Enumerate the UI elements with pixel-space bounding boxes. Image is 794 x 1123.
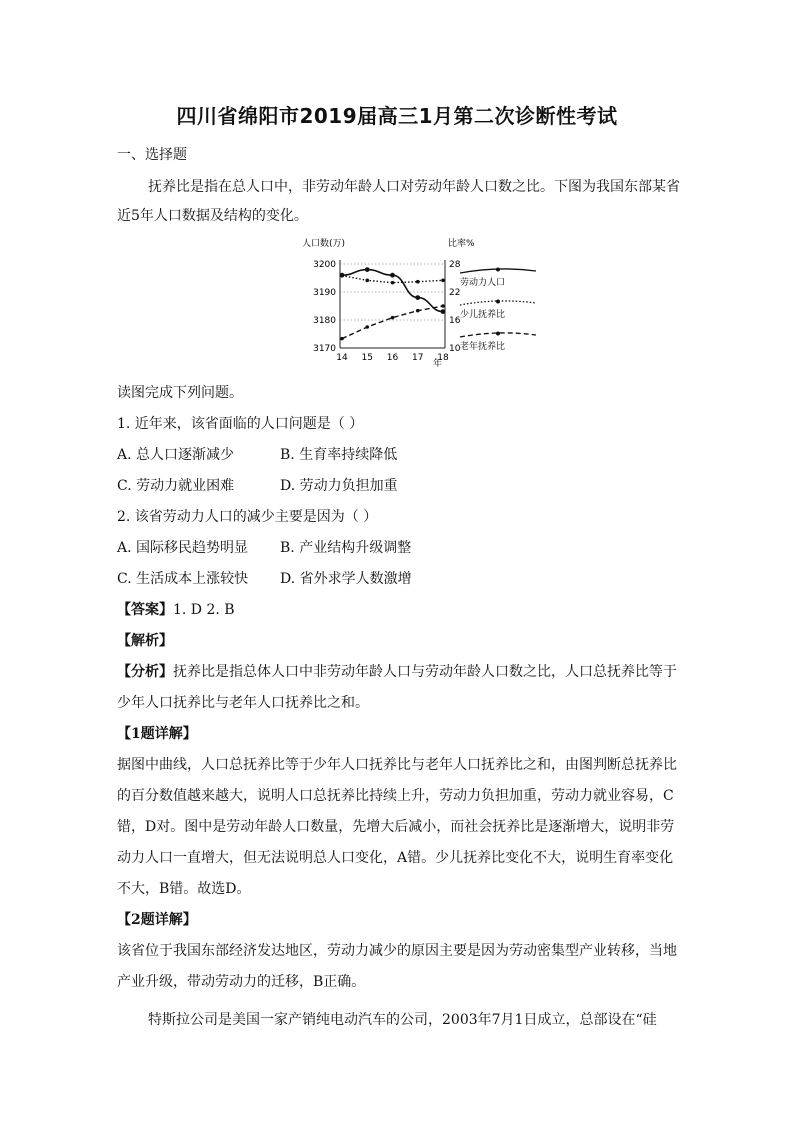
chart-x-tick-label: 17 bbox=[412, 353, 424, 363]
chart-ylabel-left: 人口数(万) bbox=[302, 239, 346, 249]
chart-left-tick-label: 3200 bbox=[313, 260, 336, 270]
q1-option-d: D. 劳动力负担加重 bbox=[280, 478, 398, 494]
chart-left-tick-label: 3180 bbox=[313, 316, 336, 326]
detail-1-line-5: 不大，B错。故选D。 bbox=[117, 881, 251, 897]
chart-legend-label: 少儿抚养比 bbox=[460, 310, 506, 320]
detail-1-line-3: 错，D对。图中是劳动年龄人口数量，先增大后减小，而社会抚养比是逐渐增大，说明非劳 bbox=[117, 819, 675, 835]
q2-option-d: D. 省外求学人数激增 bbox=[280, 571, 412, 587]
chart-series-line bbox=[342, 306, 443, 339]
chart-point bbox=[415, 295, 420, 300]
chart-x-tick-label: 16 bbox=[386, 353, 399, 363]
detail-2-line-1: 该省位于我国东部经济发达地区，劳动力减少的原因主要是因为劳动密集型产业转移，当地 bbox=[117, 943, 677, 959]
q1-option-b: B. 生育率持续降低 bbox=[280, 447, 398, 463]
chart-legend-marker bbox=[496, 268, 500, 272]
chart-point bbox=[365, 279, 369, 283]
q2-option-a: A. 国际移民趋势明显 bbox=[117, 540, 249, 556]
q1-option-a: A. 总人口逐渐减少 bbox=[117, 447, 235, 463]
chart-legend-marker bbox=[496, 300, 500, 304]
chart-right-tick-label: 16 bbox=[449, 316, 461, 326]
chart-point bbox=[391, 281, 395, 285]
chart-point bbox=[365, 325, 369, 329]
q2-option-c: C. 生活成本上涨较快 bbox=[117, 571, 249, 587]
intro-line-1: 抚养比是指在总人口中，非劳动年龄人口对劳动年龄人口数之比。下图为我国东部某省 bbox=[148, 179, 680, 195]
intro-line-2: 近5年人口数据及结构的变化。 bbox=[117, 208, 308, 224]
fenxi-tag: 【分析】 bbox=[117, 664, 173, 680]
chart-svg bbox=[300, 232, 540, 374]
fenxi-text-1: 抚养比是指总体人口中非劳动年龄人口与劳动年龄人口数之比，人口总抚养比等于 bbox=[173, 664, 677, 680]
chart-point bbox=[441, 309, 446, 314]
fenxi-line-1 bbox=[117, 662, 677, 682]
chart-x-tick-label: 14 bbox=[336, 353, 348, 363]
detail-1-tag: 【1题详解】 bbox=[117, 726, 197, 742]
q2-option-b: B. 产业结构升级调整 bbox=[280, 540, 412, 556]
chart-right-tick-label: 10 bbox=[449, 344, 461, 354]
chart-left-tick-label: 3190 bbox=[313, 288, 336, 298]
answer-text: 1. D 2. B bbox=[173, 602, 235, 618]
next-paragraph: 特斯拉公司是美国一家产销纯电动汽车的公司，2003年7月1日成立，总部设在“硅 bbox=[148, 1012, 657, 1028]
chart-right-tick-label: 28 bbox=[449, 260, 461, 270]
detail-1-line-2: 的百分数值越来越大，说明人口总抚养比持续上升，劳动力负担加重，劳动力就业容易，C bbox=[117, 788, 674, 804]
question-1: 1. 近年来，该省面临的人口问题是（ ） bbox=[117, 416, 364, 432]
detail-1-line-4: 动力人口一直增大，但无法说明总人口变化，A错。少儿抚养比变化不大，说明生育率变化 bbox=[117, 850, 674, 866]
detail-2-line-2: 产业升级，带动劳动力的迁移，B正确。 bbox=[117, 974, 366, 990]
detail-1-line-1: 据图中曲线，人口总抚养比等于少年人口抚养比与老年人口抚养比之和，由图判断总抚养比 bbox=[117, 757, 677, 773]
detail-2-tag: 【2题详解】 bbox=[117, 912, 197, 928]
population-chart bbox=[300, 232, 540, 374]
q1-option-c: C. 劳动力就业困难 bbox=[117, 478, 235, 494]
chart-legend-marker bbox=[496, 332, 500, 336]
chart-point bbox=[416, 280, 420, 284]
fenxi-line-2: 少年人口抚养比与老年人口抚养比之和。 bbox=[117, 695, 369, 711]
chart-x-tick-label: 15 bbox=[361, 353, 373, 363]
analysis-tag: 【解析】 bbox=[117, 633, 173, 649]
chart-legend-label: 老年抚养比 bbox=[460, 342, 506, 352]
question-2: 2. 该省劳动力人口的减少主要是因为（ ） bbox=[117, 509, 378, 525]
section-heading: 一、选择题 bbox=[117, 147, 187, 163]
answer-line bbox=[117, 600, 235, 620]
chart-point bbox=[390, 273, 395, 278]
read-prompt: 读图完成下列问题。 bbox=[117, 385, 243, 401]
chart-point bbox=[441, 279, 445, 283]
chart-right-tick-label: 22 bbox=[449, 288, 461, 298]
chart-left-tick-label: 3170 bbox=[313, 344, 336, 354]
chart-x-tick-label: 18 bbox=[437, 353, 449, 363]
answer-tag: 【答案】 bbox=[117, 602, 173, 618]
chart-point bbox=[340, 337, 344, 341]
chart-point bbox=[441, 304, 445, 308]
chart-legend-label: 劳动力人口 bbox=[460, 278, 506, 288]
page-title: 四川省绵阳市2019届高三1月第二次诊断性考试 bbox=[176, 104, 618, 128]
chart-ylabel-right: 比率% bbox=[448, 239, 475, 249]
chart-point bbox=[416, 309, 420, 313]
chart-point bbox=[391, 316, 395, 320]
chart-xlabel: 年 bbox=[433, 359, 443, 369]
chart-point bbox=[340, 274, 344, 278]
chart-point bbox=[365, 267, 370, 272]
